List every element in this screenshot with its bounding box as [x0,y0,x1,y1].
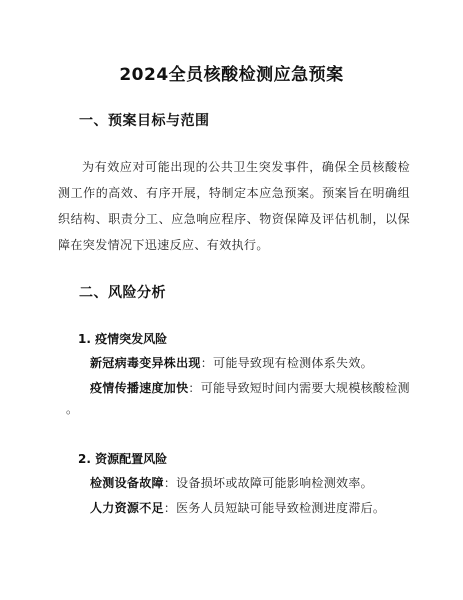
risk-item-spread [90,379,430,396]
subheading-resource-risk: 2. 资源配置风险 [78,452,168,466]
risk-item-label: 疫情传播速度加快 [90,381,189,395]
risk-item-separator: ： [200,356,214,370]
section-heading-risk-analysis: 二、风险分析 [79,285,166,301]
risk-item-wrap-punctuation: 。 [66,402,79,416]
document-title: 2024全员核酸检测应急预案 [119,65,344,85]
goals-paragraph: 为有效应对可能出现的公共卫生突发事件，确保全员核酸检测工作的高效、有序开展，特制定本应急预案。预案旨在明确组织结构、职责分工、应急响应程序、物资保障及评估机制，以保障在突发情况下迅速反应、有效执行。 [58,160,410,252]
risk-item-separator: ： [188,381,201,395]
section-heading-goals: 一、预案目标与范围 [79,113,210,129]
risk-item-text: 医务人员短缺可能导致检测进度滞后。 [176,501,386,515]
risk-item-label: 检测设备故障 [90,476,164,490]
risk-item-text: 可能导致短时间内需要大规模核酸检测 [200,381,410,395]
risk-item-text: 可能导致现有检测体系失效。 [213,356,373,370]
subheading-epidemic-risk: 1. 疫情突发风险 [78,332,168,346]
risk-item-separator: ： [163,501,177,515]
risk-item-separator: ： [163,476,177,490]
risk-item-label: 新冠病毒变异株出现 [90,356,201,370]
risk-item-label: 人力资源不足 [90,501,164,515]
risk-item-variant [90,354,430,371]
risk-item-text: 设备损坏或故障可能影响检测效率。 [176,476,373,490]
risk-item-staffing [90,499,430,516]
risk-item-equipment [90,474,430,491]
